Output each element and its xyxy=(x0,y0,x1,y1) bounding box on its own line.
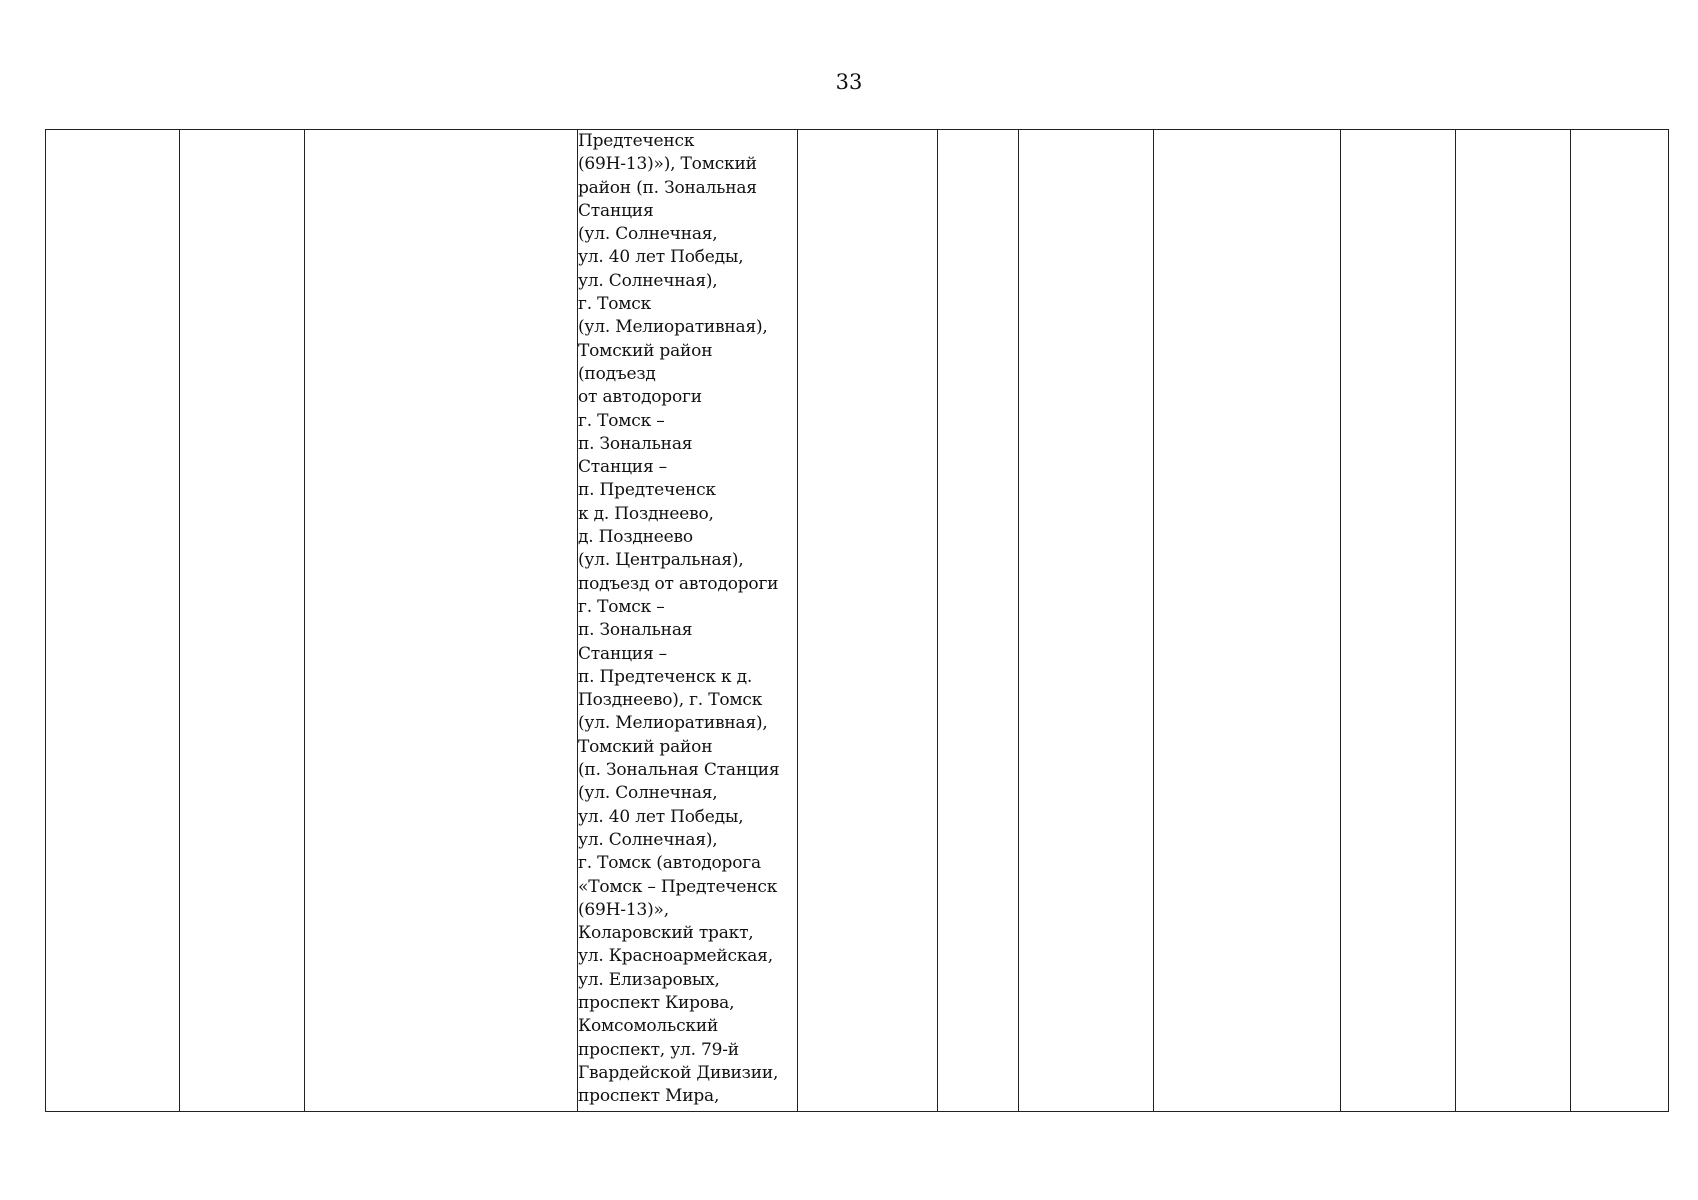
route-line: ул. 40 лет Победы, xyxy=(578,247,744,268)
route-line: Гвардейской Дивизии, xyxy=(578,1062,779,1083)
route-line: п. Зональная xyxy=(578,433,693,454)
route-line: к д. Позднеево, xyxy=(578,503,714,524)
cell-col-6 xyxy=(938,130,1019,1112)
route-line: п. Предтеченск к д. xyxy=(578,666,753,687)
cell-col-8 xyxy=(1154,130,1341,1112)
route-line: (п. Зональная Станция xyxy=(578,760,780,781)
route-line: Станция – xyxy=(578,457,667,478)
cell-col-5 xyxy=(798,130,938,1112)
route-line: (ул. Центральная), xyxy=(578,550,744,571)
route-line: Томский район xyxy=(578,736,713,757)
route-table xyxy=(45,129,1669,1112)
route-line: г. Томск – xyxy=(578,410,665,431)
cell-col-10 xyxy=(1456,130,1571,1112)
cell-col-1 xyxy=(46,130,180,1112)
route-line: (ул. Солнечная, xyxy=(578,224,718,245)
route-line: Позднеево), г. Томск xyxy=(578,690,763,711)
route-line: Комсомольский xyxy=(578,1016,719,1037)
route-line: ул. Солнечная), xyxy=(578,829,718,850)
route-line: ул. 40 лет Победы, xyxy=(578,806,744,827)
route-line: п. Предтеченск xyxy=(578,480,716,501)
cell-col-7 xyxy=(1019,130,1154,1112)
cell-col-9 xyxy=(1341,130,1456,1112)
route-line: (69Н-13)», xyxy=(578,899,669,920)
route-line: проспект Мира, xyxy=(578,1086,720,1107)
route-line: от автодороги xyxy=(578,387,702,408)
route-line: «Томск – Предтеченск xyxy=(578,876,778,897)
route-line: ул. Солнечная), xyxy=(578,270,718,291)
route-line: д. Позднеево xyxy=(578,527,693,548)
route-line: Томский район xyxy=(578,340,713,361)
cell-col-11 xyxy=(1571,130,1669,1112)
route-line: г. Томск xyxy=(578,294,652,315)
table-row xyxy=(46,130,1669,1112)
route-line: п. Зональная xyxy=(578,620,693,641)
route-line: г. Томск (автодорога xyxy=(578,853,761,874)
cell-col-2 xyxy=(180,130,305,1112)
route-line: Станция – xyxy=(578,643,667,664)
route-line: (ул. Солнечная, xyxy=(578,783,718,804)
route-line: (подъезд xyxy=(578,363,656,384)
route-line: (69Н-13)»), Томский xyxy=(578,154,757,175)
route-line: ул. Красноармейская, xyxy=(578,946,773,967)
route-description-cell xyxy=(578,130,798,1112)
cell-col-3 xyxy=(305,130,578,1112)
route-line: Станция xyxy=(578,200,654,221)
route-line: Коларовский тракт, xyxy=(578,923,754,944)
route-line: (ул. Мелиоративная), xyxy=(578,317,768,338)
route-line: район (п. Зональная xyxy=(578,177,757,198)
route-line: подъезд от автодороги xyxy=(578,573,779,594)
route-line: (ул. Мелиоративная), xyxy=(578,713,768,734)
route-line: ул. Елизаровых, xyxy=(578,969,720,990)
route-line: проспект Кирова, xyxy=(578,992,735,1013)
route-line: проспект, ул. 79-й xyxy=(578,1039,739,1060)
route-line: г. Томск – xyxy=(578,596,665,617)
page-number: 33 xyxy=(835,70,863,94)
route-line: Предтеченск xyxy=(578,131,695,151)
